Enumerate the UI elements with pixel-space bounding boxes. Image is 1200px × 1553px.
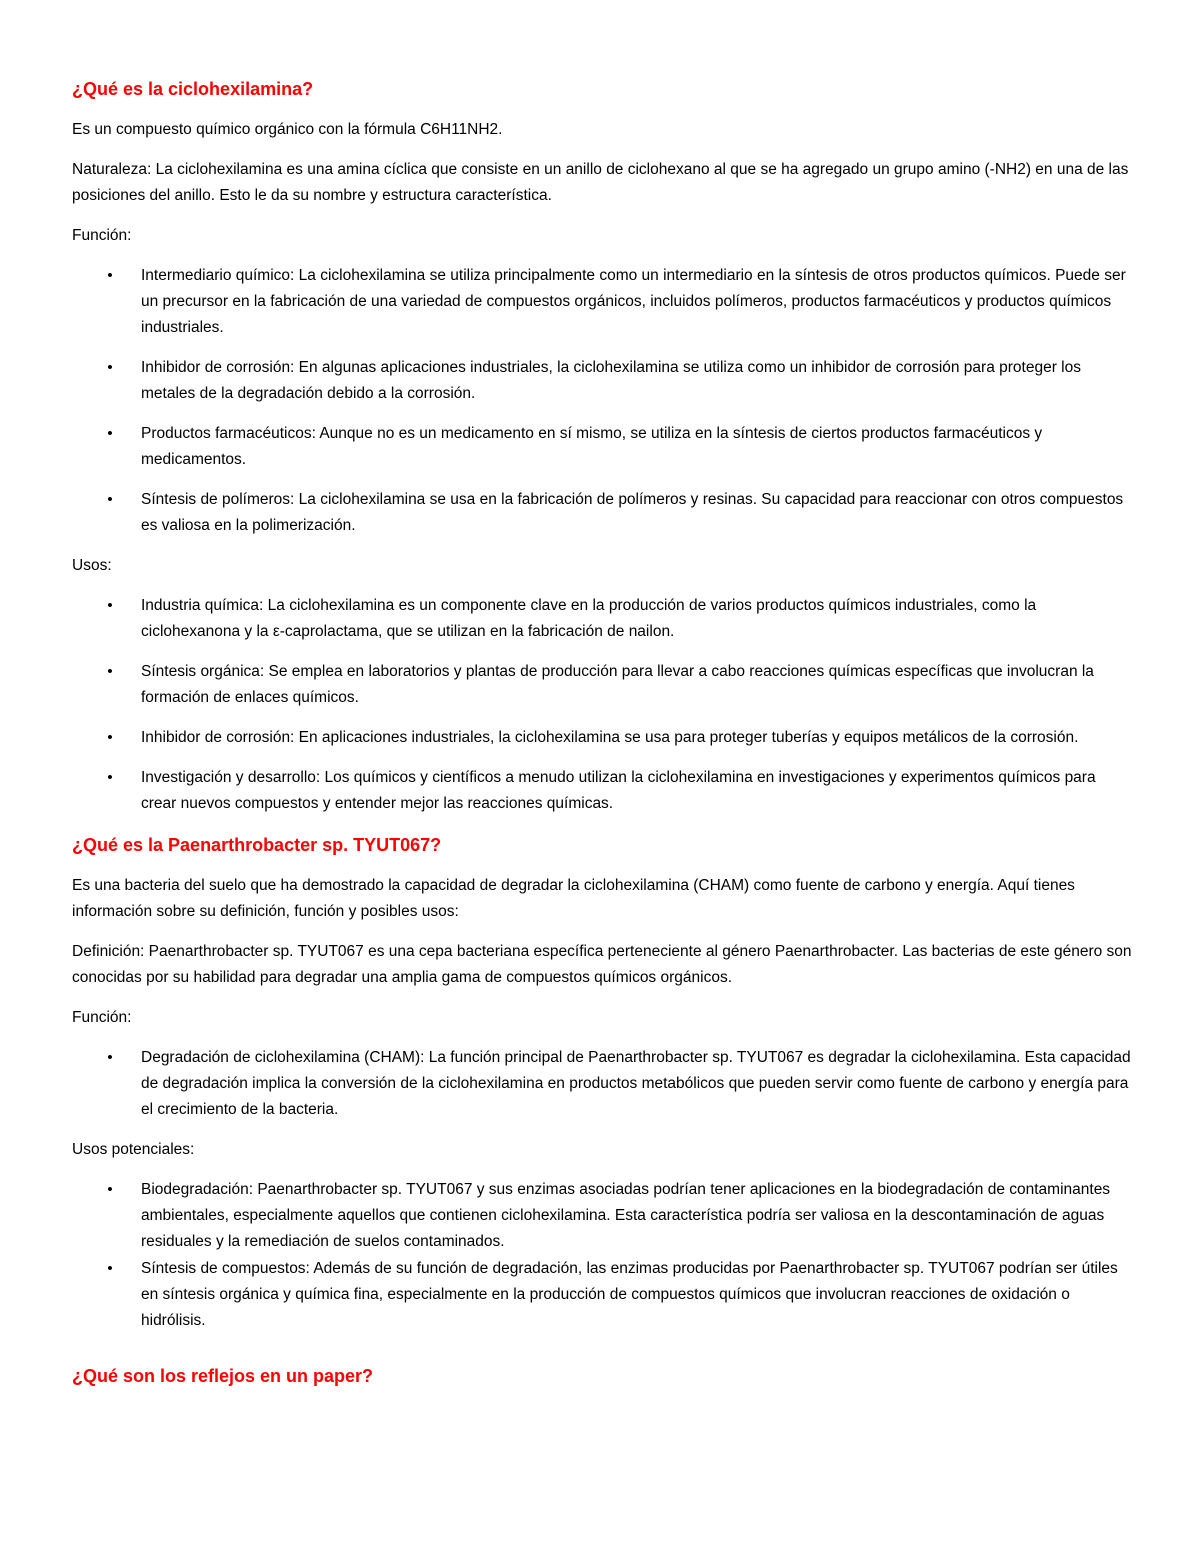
bullet-icon: • [107, 1181, 113, 1198]
list-item [72, 263, 1134, 341]
list-usos-potenciales [72, 1177, 1134, 1334]
list-item-text: Intermediario químico: La ciclohexilamina se utiliza principalmente como un intermediario en la síntesis de otros productos químicos. Puede ser un precursor en la fabricación de una variedad de compuestos orgánicos, incluidos polímeros, productos farmacéuticos y productos químicos industriales. [141, 267, 1126, 336]
list-item [72, 421, 1134, 473]
list-item [72, 1045, 1134, 1123]
label-usos: Usos: [72, 557, 112, 574]
list-item-text: Inhibidor de corrosión: En aplicaciones industriales, la ciclohexilamina se usa para proteger tuberías y equipos metálicos de la corrosión. [141, 729, 1079, 746]
list-item-text: Biodegradación: Paenarthrobacter sp. TYUT067 y sus enzimas asociadas podrían tener aplicaciones en la biodegradación de contaminantes ambientales, especialmente aquellos que contienen ciclohexilamina. Esta característica podría ser valiosa en la descontaminación de aguas residuales y la remediación de suelos contaminados. [141, 1181, 1111, 1250]
list-item [72, 593, 1134, 645]
list-item [72, 1177, 1134, 1255]
list-usos [72, 593, 1134, 817]
bullet-icon: • [107, 267, 113, 284]
list-funcion-bacteria [72, 1045, 1134, 1123]
bullet-icon: • [107, 729, 113, 746]
bullet-icon: • [107, 597, 113, 614]
list-item [72, 1256, 1134, 1334]
bullet-icon: • [107, 1049, 113, 1066]
heading-paenarthrobacter: ¿Qué es la Paenarthrobacter sp. TYUT067? [72, 835, 442, 855]
list-item [72, 725, 1134, 751]
list-item-text: Industria química: La ciclohexilamina es un componente clave en la producción de varios productos químicos industriales, como la ciclohexanona y la ε-caprolactama, que se utilizan en la fabricación de nailon. [141, 597, 1037, 640]
bullet-icon: • [107, 491, 113, 508]
heading-reflejos: ¿Qué son los reflejos en un paper? [72, 1366, 374, 1386]
label-funcion: Función: [72, 227, 132, 244]
paragraph-intro: Es un compuesto químico orgánico con la fórmula C6H11NH2. [72, 121, 503, 138]
list-item [72, 355, 1134, 407]
bullet-icon: • [107, 359, 113, 376]
paragraph-bacteria-intro: Es una bacteria del suelo que ha demostrado la capacidad de degradar la ciclohexilamina (CHAM) como fuente de carbono y energía. Aquí tienes información sobre su definición, función y posibles usos: [72, 877, 1075, 920]
list-item [72, 765, 1134, 817]
paragraph-definicion: Definición: Paenarthrobacter sp. TYUT067 es una cepa bacteriana específica perteneciente al género Paenarthrobacter. Las bacterias de este género son conocidas por su habilidad para degradar una amplia gama de compuestos químicos orgánicos. [72, 943, 1132, 986]
list-item-text: Investigación y desarrollo: Los químicos y científicos a menudo utilizan la ciclohexilamina en investigaciones y experimentos químicos para crear nuevos compuestos y entender mejor las reacciones químicas. [141, 769, 1096, 812]
list-item-text: Degradación de ciclohexilamina (CHAM): La función principal de Paenarthrobacter sp. TYUT067 es degradar la ciclohexilamina. Esta capacidad de degradación implica la conversión de la ciclohexilamina en productos metabólicos que pueden servir como fuente de carbono y energía para el crecimiento de la bacteria. [141, 1049, 1131, 1118]
list-item-text: Inhibidor de corrosión: En algunas aplicaciones industriales, la ciclohexilamina se utiliza como un inhibidor de corrosión para proteger los metales de la degradación debido a la corrosión. [141, 359, 1081, 402]
bullet-icon: • [107, 425, 113, 442]
label-usos-potenciales: Usos potenciales: [72, 1141, 195, 1158]
bullet-icon: • [107, 1260, 113, 1277]
list-funcion [72, 263, 1134, 539]
bullet-icon: • [107, 663, 113, 680]
list-item [72, 659, 1134, 711]
list-item-text: Síntesis orgánica: Se emplea en laboratorios y plantas de producción para llevar a cabo reacciones químicas específicas que involucran la formación de enlaces químicos. [141, 663, 1094, 706]
bullet-icon: • [107, 769, 113, 786]
list-item-text: Síntesis de polímeros: La ciclohexilamina se usa en la fabricación de polímeros y resinas. Su capacidad para reaccionar con otros compuestos es valiosa en la polimerización. [141, 491, 1124, 534]
list-item [72, 487, 1134, 539]
label-funcion-bacteria: Función: [72, 1009, 132, 1026]
heading-ciclohexilamina: ¿Qué es la ciclohexilamina? [72, 79, 314, 99]
list-item-text: Productos farmacéuticos: Aunque no es un medicamento en sí mismo, se utiliza en la síntesis de ciertos productos farmacéuticos y medicamentos. [141, 425, 1043, 468]
list-item-text: Síntesis de compuestos: Además de su función de degradación, las enzimas producidas por Paenarthrobacter sp. TYUT067 podrían ser útiles en síntesis orgánica y química fina, especialmente en la producción de compuestos químicos que involucran reacciones de oxidación o hidrólisis. [141, 1260, 1118, 1329]
document-page [72, 75, 1134, 1404]
paragraph-naturaleza: Naturaleza: La ciclohexilamina es una amina cíclica que consiste en un anillo de ciclohexano al que se ha agregado un grupo amino (-NH2) en una de las posiciones del anillo. Esto le da su nombre y estructura característica. [72, 161, 1129, 204]
